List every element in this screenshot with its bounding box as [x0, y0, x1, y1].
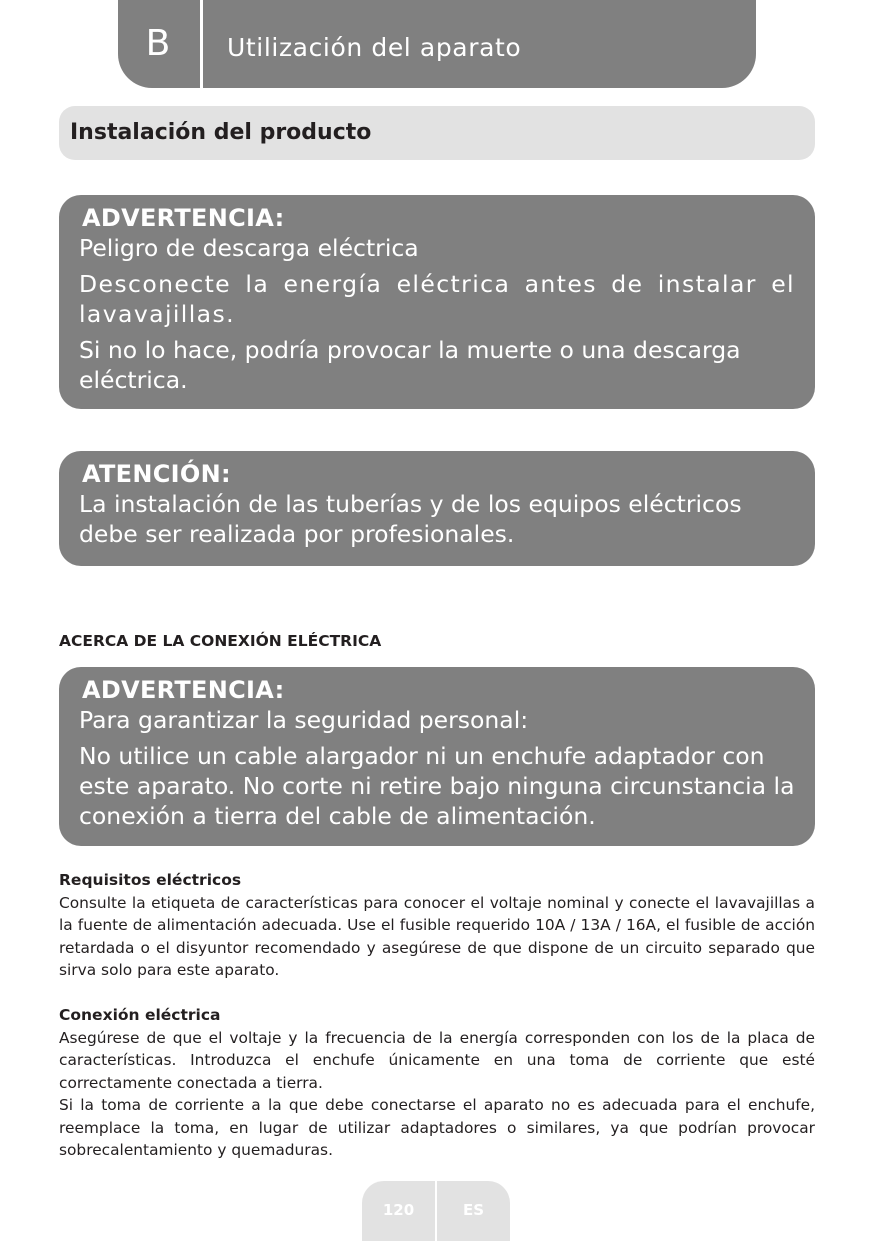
warning-box-electric-shock: [59, 195, 815, 409]
warning-line: Si no lo hace, podría provocar la muerte o una descarga eléctrica.: [79, 336, 741, 394]
connection-section: [59, 1004, 815, 1162]
attention-box: [59, 451, 815, 566]
connection-text: Asegúrese de que el voltaje y la frecuencia de la energía corresponden con los de la placa de características. Introduzca el enchufe únicamente en una toma de corriente que esté correctamente conectada a tierra.: [59, 1028, 815, 1092]
requirements-text: Consulte la etiqueta de características para conocer el voltaje nominal y conecte el lavavajillas a la fuente de alimentación adecuada. Use el fusible requerido 10A / 13A / 16A, el fusible de acción retardada o el disyuntor recomendado y asegúrese de que dispone de un circuito separado que sirva solo para este aparato.: [59, 893, 815, 979]
chapter-title: Utilización del aparato: [227, 33, 522, 62]
warning-line: Desconecte la energía eléctrica antes de instalar el lavavajillas.: [79, 270, 795, 328]
attention-heading: ATENCIÓN:: [82, 460, 231, 488]
warning-box-personal-safety: [59, 667, 815, 846]
electrical-connection-heading: ACERCA DE LA CONEXIÓN ELÉCTRICA: [59, 632, 382, 650]
requirements-title: Requisitos eléctricos: [59, 871, 242, 889]
attention-text: La instalación de las tuberías y de los equipos eléctricos debe ser realizada por profesionales.: [79, 490, 742, 548]
section-title: Instalación del producto: [70, 120, 372, 145]
chapter-letter: B: [145, 23, 171, 64]
connection-title: Conexión eléctrica: [59, 1006, 221, 1024]
requirements-section: [59, 869, 815, 982]
warning-heading: ADVERTENCIA:: [82, 204, 285, 232]
warning-line: Para garantizar la seguridad personal:: [79, 706, 529, 734]
warning-heading: ADVERTENCIA:: [82, 676, 285, 704]
warning-line: No utilice un cable alargador ni un enchufe adaptador con este aparato. No corte ni retire bajo ninguna circunstancia la conexión a tierra del cable de alimentación.: [79, 742, 795, 830]
language-code: ES: [462, 1201, 485, 1219]
page-number: 120: [382, 1201, 415, 1219]
connection-text: Si la toma de corriente a la que debe conectarse el aparato no es adecuada para el enchufe, reemplace la toma, en lugar de utilizar adaptadores o similares, ya que podrían provocar sobrecalentamiento y quemaduras.: [59, 1096, 815, 1159]
chapter-divider: [200, 0, 203, 88]
warning-line: Peligro de descarga eléctrica: [79, 234, 419, 262]
